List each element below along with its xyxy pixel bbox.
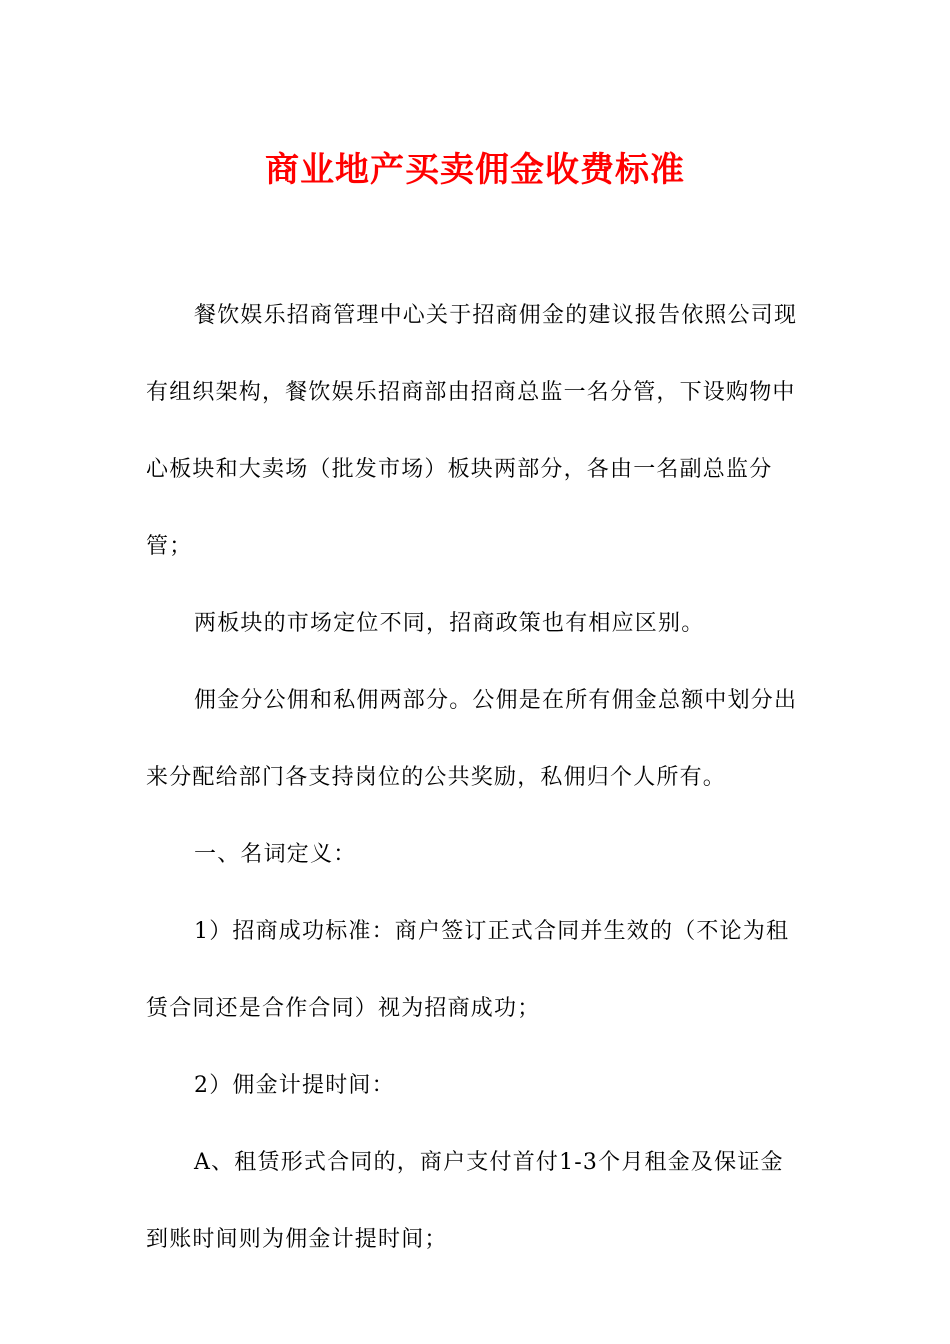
section-heading-definitions: 一、名词定义： [194, 842, 357, 867]
paragraph-intro: 餐饮娱乐招商管理中心关于招商佣金的建议报告依照公司现有组织架构，餐饮娱乐招商部由招商总监一名分管，下设购物中心板块和大卖场（批发市场）板块两部分，各由一名副总监分管； [146, 303, 798, 559]
paragraph-commission-time: 2）佣金计提时间： [194, 1073, 395, 1098]
paragraph-market-positioning: 两板块的市场定位不同，招商政策也有相应区别。 [194, 611, 705, 636]
paragraph-lease-contract: A、租赁形式合同的，商户支付首付1-3个月租金及保证金到账时间则为佣金计提时间； [146, 1150, 784, 1252]
paragraph-commission-types: 佣金分公佣和私佣两部分。公佣是在所有佣金总额中划分出来分配给部门各支持岗位的公共奖励，私佣归个人所有。 [146, 688, 798, 790]
document-body [146, 277, 806, 1278]
document-title: 商业地产买卖佣金收费标准 [265, 150, 685, 190]
paragraph-success-standard: 1）招商成功标准：商户签订正式合同并生效的（不论为租赁合同还是合作合同）视为招商成功； [146, 919, 790, 1021]
